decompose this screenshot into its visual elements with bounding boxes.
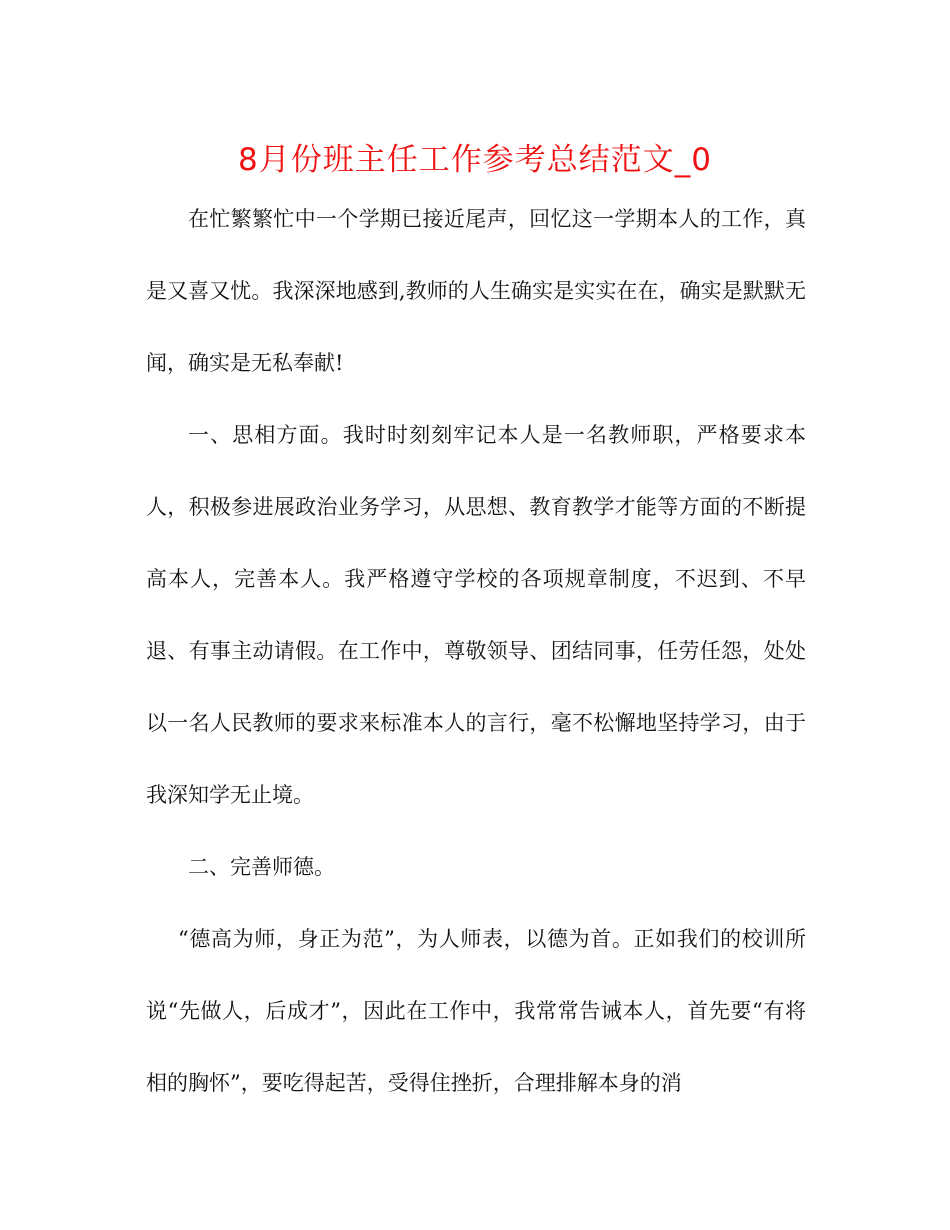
section-ethics-heading: 二、完善师德。 [188,855,335,879]
intro-paragraph: 在忙繁繁忙中一个学期已接近尾声，回忆这一学期本人的工作，真是又喜又忧。我深深地感到,教师的人生确实是实实在在，确实是默默无闻，确实是无私奉献! [146,207,806,375]
document-title: 8月份班主任工作参考总结范文_0 [238,142,712,178]
document-body [146,183,806,1119]
section-thought-paragraph: 一、思相方面。我时时刻刻牢记本人是一名教师职，严格要求本人，积极参进展政治业务学习，从思想、教育教学才能等方面的不断提高本人，完善本人。我严格遵守学校的各项规章制度，不迟到、不早退、有事主动请假。在工作中，尊敬领导、团结同事，任劳任怨，处处以一名人民教师的要求来标准本人的言行，毫不松懈地坚持学习，由于我深知学无止境。 [146,423,806,807]
section-ethics-paragraph: “德高为师，身正为范”，为人师表，以德为首。正如我们的校训所说“先做人，后成才”，因此在工作中，我常常告诫本人，首先要“有将相的胸怀”，要吃得起苦，受得住挫折，合理排解本身的消 [146,927,806,1095]
